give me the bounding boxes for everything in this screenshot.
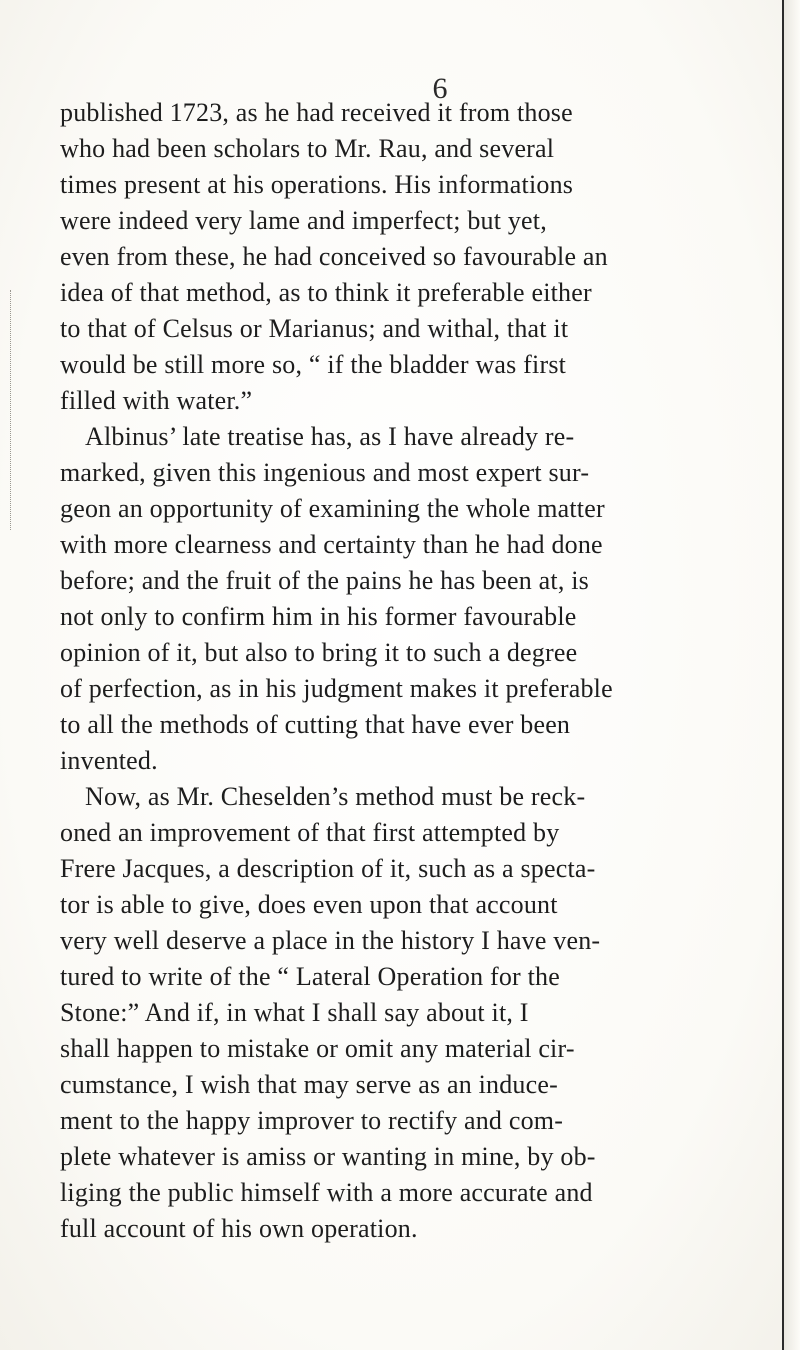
- text-line: geon an opportunity of examining the whole matter: [60, 494, 605, 523]
- text-line: were indeed very lame and imperfect; but yet,: [60, 206, 547, 235]
- text-line: very well deserve a place in the history I have ven-: [60, 926, 601, 955]
- text-line: cumstance, I wish that may serve as an induce-: [60, 1070, 558, 1099]
- text-line: Stone:” And if, in what I shall say about it, I: [60, 998, 529, 1027]
- text-line: of perfection, as in his judgment makes it preferable: [60, 674, 613, 703]
- paragraph-start-line: Albinus’ late treatise has, as I have already re-: [85, 422, 575, 451]
- text-line: who had been scholars to Mr. Rau, and several: [60, 134, 555, 163]
- text-line: full account of his own operation.: [60, 1214, 418, 1243]
- text-line: tor is able to give, does even upon that account: [60, 890, 558, 919]
- text-line: Frere Jacques, a description of it, such as a specta-: [60, 854, 596, 883]
- text-line: shall happen to mistake or omit any material cir-: [60, 1034, 575, 1063]
- page-number: 6: [432, 72, 448, 105]
- text-line: invented.: [60, 746, 158, 775]
- text-line: tured to write of the “ Lateral Operation for the: [60, 962, 560, 991]
- text-line: with more clearness and certainty than he had done: [60, 530, 603, 559]
- page-edge-mark: [0, 290, 11, 530]
- text-line: not only to confirm him in his former favourable: [60, 602, 577, 631]
- text-line: opinion of it, but also to bring it to such a degree: [60, 638, 578, 667]
- text-line: oned an improvement of that first attempted by: [60, 818, 560, 847]
- text-line: published 1723, as he had received it from those: [60, 98, 573, 127]
- text-line: filled with water.”: [60, 386, 253, 415]
- text-line: liging the public himself with a more accurate and: [60, 1178, 593, 1207]
- text-line: idea of that method, as to think it preferable either: [60, 278, 592, 307]
- text-line: would be still more so, “ if the bladder was first: [60, 350, 567, 379]
- text-line: to that of Celsus or Marianus; and withal, that it: [60, 314, 569, 343]
- page-binding-edge: [782, 0, 800, 1350]
- text-line: even from these, he had conceived so favourable an: [60, 242, 608, 271]
- text-line: before; and the fruit of the pains he has been at, is: [60, 566, 589, 595]
- text-line: plete whatever is amiss or wanting in mine, by ob-: [60, 1142, 596, 1171]
- text-line: to all the methods of cutting that have ever been: [60, 710, 571, 739]
- text-line: ment to the happy improver to rectify and com-: [60, 1106, 564, 1135]
- paragraph-start-line: Now, as Mr. Cheselden’s method must be reck-: [85, 782, 586, 811]
- text-line: times present at his operations. His informations: [60, 170, 574, 199]
- text-line: marked, given this ingenious and most expert sur-: [60, 458, 590, 487]
